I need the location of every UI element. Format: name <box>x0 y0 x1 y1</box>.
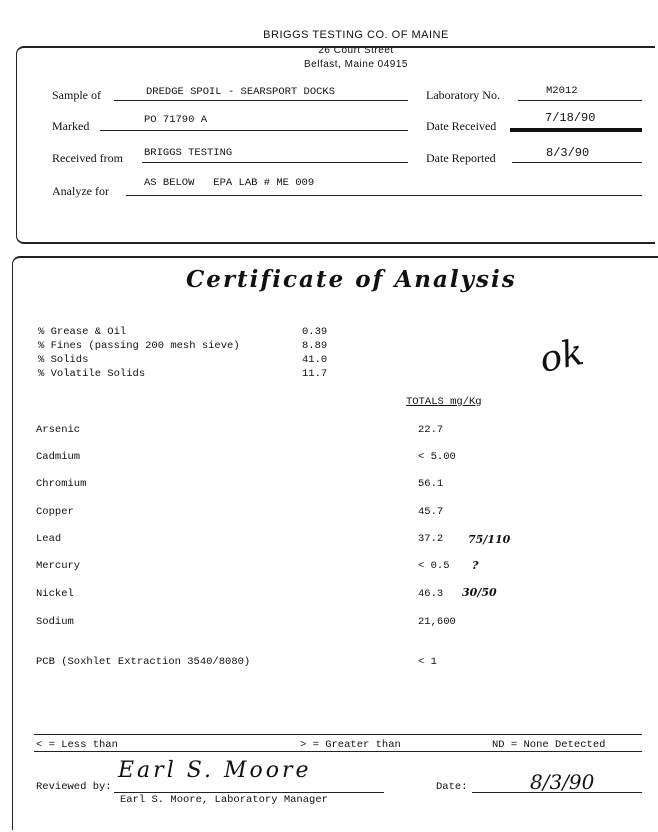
metal-note: 75/110 <box>468 533 511 546</box>
marked-value: PO 71790 A <box>144 114 208 126</box>
metal-value: 46.3 <box>418 588 444 600</box>
percent-label: % Solids <box>38 354 89 366</box>
lab-value: M2012 <box>546 85 578 97</box>
form-box <box>16 46 655 244</box>
certificate-title: Certificate of Analysis <box>186 266 517 293</box>
sample-value: DREDGE SPOIL - SEARSPORT DOCKS <box>146 86 336 98</box>
received-value: 7/18/90 <box>545 111 596 125</box>
metal-note: ? <box>472 559 479 572</box>
review-date: 8/3/90 <box>530 770 595 794</box>
received-label: Date Received <box>426 119 497 133</box>
metal-name: Cadmium <box>36 451 81 463</box>
metal-value: < 5.00 <box>418 451 456 463</box>
pcb-label: PCB (Soxhlet Extraction 3540/8080) <box>36 656 251 668</box>
legend-less: < = Less than <box>36 739 118 751</box>
percent-label: % Fines (passing 200 mesh sieve) <box>38 340 240 352</box>
legend-bottom-rule <box>34 751 642 752</box>
metal-name: Chromium <box>36 478 87 490</box>
metal-name: Mercury <box>36 560 81 572</box>
metal-value: 56.1 <box>418 478 444 490</box>
metal-name: Copper <box>36 506 74 518</box>
signature: Earl S. Moore <box>118 758 312 783</box>
metal-name: Arsenic <box>36 424 81 436</box>
percent-value: 0.39 <box>302 326 328 338</box>
reviewed-label: Reviewed by: <box>36 781 112 793</box>
received-underline <box>510 128 642 132</box>
date-label: Date: <box>436 781 468 793</box>
sample-label: Sample of <box>52 88 101 102</box>
reported-value: 8/3/90 <box>546 146 590 160</box>
metal-value: 45.7 <box>418 506 444 518</box>
percent-value: 41.0 <box>302 354 328 366</box>
sample-underline <box>114 100 408 101</box>
company-city: Belfast, Maine 04915 <box>304 59 408 70</box>
reported-label: Date Reported <box>426 151 496 165</box>
totals-header: TOTALS mg/Kg <box>406 396 482 408</box>
company-street: 26 Court Street <box>318 45 394 56</box>
percent-label: % Grease & Oil <box>38 326 127 338</box>
reported-underline <box>512 162 642 163</box>
marked-label: Marked <box>52 119 90 133</box>
metal-name: Nickel <box>36 588 74 600</box>
legend-greater: > = Greater than <box>300 739 401 751</box>
ok-mark: ok <box>536 331 588 382</box>
signature-underline <box>114 792 384 793</box>
from-underline <box>142 162 408 163</box>
metal-value: < 0.5 <box>418 560 450 572</box>
lab-underline <box>518 100 642 101</box>
analyze-underline <box>126 195 642 196</box>
reviewer-name-title: Earl S. Moore, Laboratory Manager <box>120 794 328 806</box>
metal-value: 21,600 <box>418 616 456 628</box>
lab-label: Laboratory No. <box>426 88 500 102</box>
analyze-value: AS BELOW EPA LAB # ME 009 <box>144 177 315 189</box>
metal-value: 37.2 <box>418 533 444 545</box>
percent-value: 8.89 <box>302 340 328 352</box>
metal-name: Sodium <box>36 616 74 628</box>
metal-note: 30/50 <box>462 586 497 599</box>
metal-value: 22.7 <box>418 424 444 436</box>
pcb-value: < 1 <box>418 656 437 668</box>
company-name: BRIGGS TESTING CO. OF MAINE <box>263 29 449 41</box>
from-label: Received from <box>52 151 123 165</box>
percent-label: % Volatile Solids <box>38 368 146 380</box>
metal-name: Lead <box>36 533 62 545</box>
analyze-label: Analyze for <box>52 184 109 198</box>
legend-top-rule <box>34 734 642 735</box>
from-value: BRIGGS TESTING <box>144 147 233 159</box>
percent-value: 11.7 <box>302 368 328 380</box>
legend-nd: ND = None Detected <box>492 739 606 751</box>
marked-underline <box>100 130 408 131</box>
